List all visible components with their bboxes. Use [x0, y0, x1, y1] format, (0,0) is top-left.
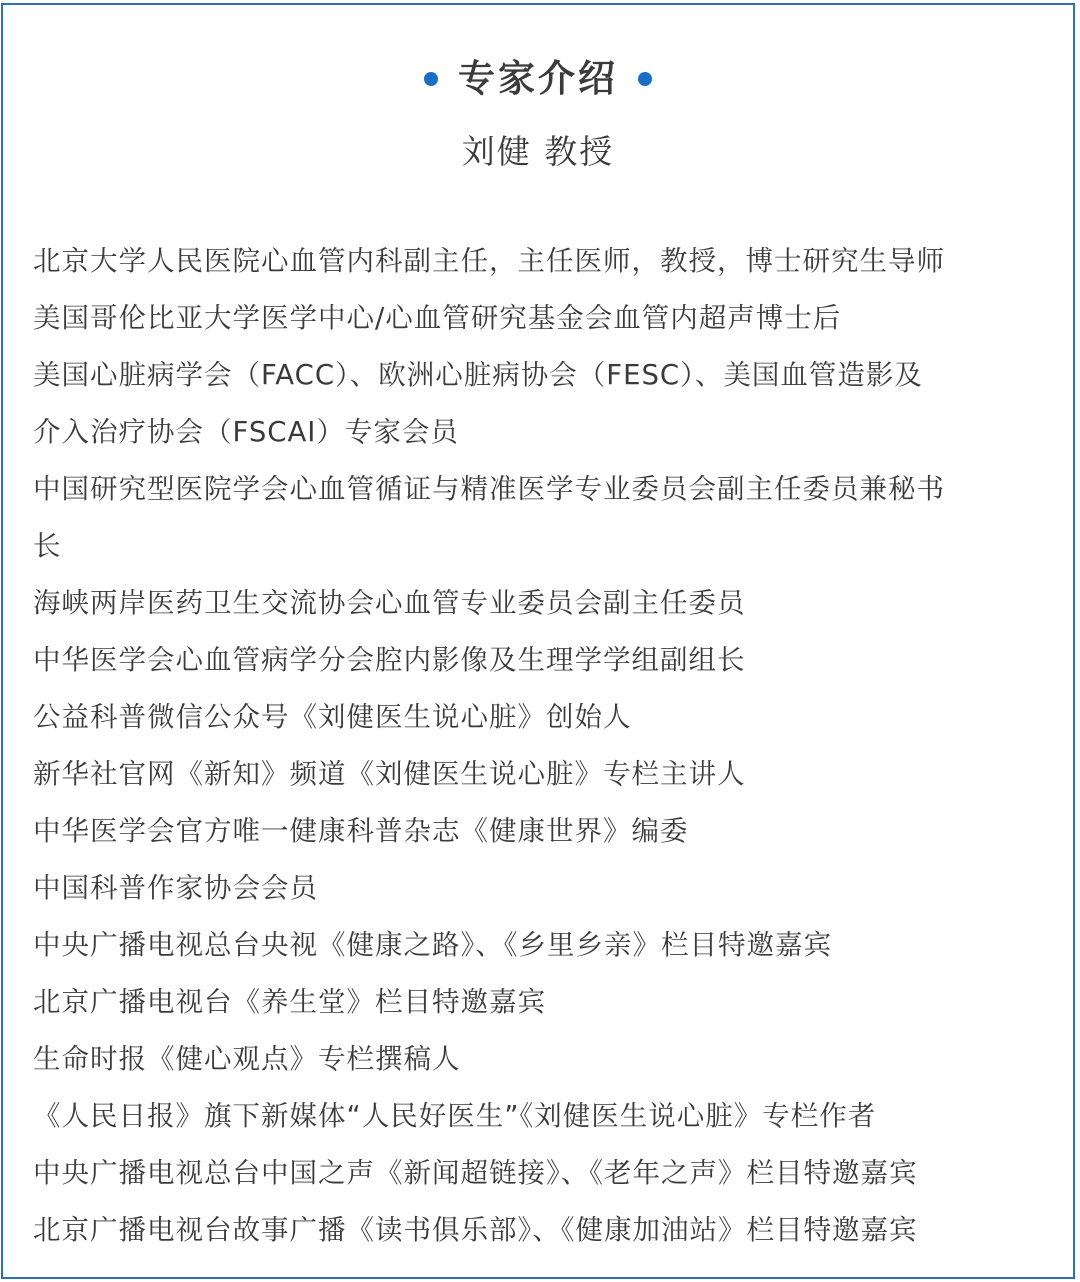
bio-line: 美国哥伦比亚大学医学中心/心血管研究基金会血管内超声博士后	[33, 302, 842, 334]
expert-name: 刘健 教授	[461, 132, 615, 171]
bio-line: 中华医学会官方唯一健康科普杂志《健康世界》编委	[33, 815, 689, 847]
section-heading	[3, 55, 1073, 103]
bio-line: 生命时报《健心观点》专栏撰稿人	[33, 1043, 461, 1075]
bio-line: 北京广播电视台故事广播《读书俱乐部》、《健康加油站》栏目特邀嘉宾	[33, 1214, 918, 1246]
bio-line: 公益科普微信公众号《刘健医生说心脏》创始人	[33, 701, 632, 733]
content-frame	[1, 3, 1075, 1279]
bio-line: 《人民日报》旗下新媒体“人民好医生”《刘健医生说心脏》专栏作者	[33, 1100, 877, 1132]
bio-line: 美国心脏病学会（FACC）、欧洲心脏病协会（FESC）、美国血管造影及	[33, 359, 923, 391]
right-dot-icon	[638, 72, 652, 86]
bio-line: 北京大学人民医院心血管内科副主任，主任医师，教授，博士研究生导师	[33, 245, 945, 277]
bio-list	[33, 233, 1033, 1259]
left-dot-icon	[424, 72, 438, 86]
bio-line: 中央广播电视总台央视《健康之路》、《乡里乡亲》栏目特邀嘉宾	[33, 929, 832, 961]
bio-line: 海峡两岸医药卫生交流协会心血管专业委员会副主任委员	[33, 587, 746, 619]
bio-line: 中国研究型医院学会心血管循证与精准医学专业委员会副主任委员兼秘书	[33, 473, 945, 505]
bio-line: 中华医学会心血管病学分会腔内影像及生理学学组副组长	[33, 644, 746, 676]
bio-line: 介入治疗协会（FSCAI）专家会员	[33, 416, 459, 448]
bio-line: 新华社官网《新知》频道《刘健医生说心脏》专栏主讲人	[33, 758, 746, 790]
bio-line: 中国科普作家协会会员	[33, 872, 318, 904]
bio-line: 北京广播电视台《养生堂》栏目特邀嘉宾	[33, 986, 546, 1018]
bio-line: 长	[33, 530, 62, 562]
bio-line: 中央广播电视总台中国之声《新闻超链接》、《老年之声》栏目特邀嘉宾	[33, 1157, 918, 1189]
section-title: 专家介绍	[458, 57, 618, 100]
